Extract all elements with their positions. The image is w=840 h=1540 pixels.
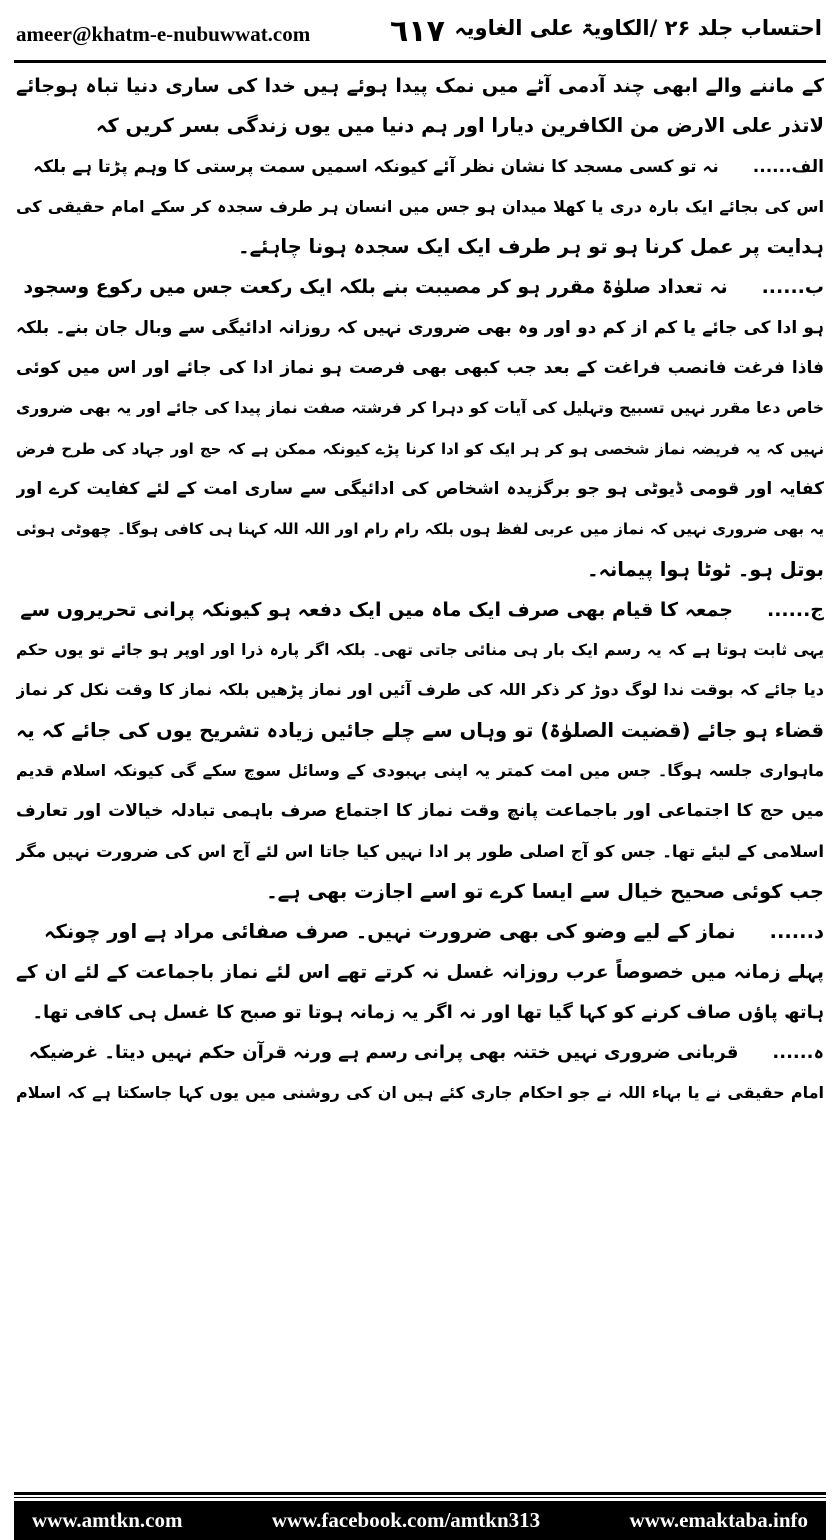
text-line [16,348,824,388]
item-label: ہ...... [772,1042,824,1064]
list-item-line [16,1033,824,1073]
line-text: اسلامی کے لیئے تھا۔ جس کو آج اصلی طور پر ادا نہیں کیا جاتا اس لئے آج اس کی ضرورت نہیں مگر [16,841,824,861]
item-label: ب...... [761,276,824,299]
text-line [16,630,824,670]
line-text: کے ماننے والے ابھی چند آدمی آٹے میں نمک پیدا ہوئے ہیں خدا کی ساری دنیا تباہ ہوجائے [16,75,824,97]
text-line [16,227,824,267]
line-text: بوتل ہو۔ ٹوٹا ہوا پیمانہ۔ [587,557,824,581]
item-label: الف...... [752,156,824,177]
text-line [16,1073,824,1113]
text-line [16,388,824,428]
line-text: جمعہ کا قیام بھی صرف ایک ماہ میں ایک دفعہ ہو کیونکہ پرانی تحریروں سے [20,598,733,621]
page-body [16,66,824,1468]
text-line [16,187,824,227]
page-header [0,0,840,60]
text-line [16,106,824,146]
text-line [16,509,824,549]
line-text: ہدایت پر عمل کرنا ہو تو ہر طرف ایک ایک سجدہ ہونا چاہئے۔ [238,235,824,259]
line-text: نماز کے لیے وضو کی بھی ضرورت نہیں۔ صرف صفائی مراد ہے اور چونکہ [44,920,736,944]
text-line [16,791,824,831]
line-text: ہو ادا کی جائے یا کم از کم دو اور وہ بھی ضروری نہیں کہ روزانہ ادائیگی سے وبال جان بنے۔ بلکہ [16,317,824,338]
line-text: میں حج کا اجتماعی اور باجماعت پانچ وقت نماز کا اجتماع صرف باہمی تبادلہ خیالات اور تعارف [16,801,824,822]
line-text: ماہواری جلسہ ہوگا۔ جس میں امت کمتر یہ اپنی بہبودی کے وسائل سوچ سکے گی کیونکہ اسلام قدیم [16,761,824,781]
text-line [16,832,824,872]
footer-link-facebook[interactable]: www.facebook.com/amtkn313 [271,1508,541,1532]
line-text: دیا جائے کہ بوقت ندا لوگ دوڑ کر ذکر اللہ کی طرف آئیں اور نماز پڑھیں بلکہ نماز کا وقت نکل کر نماز [16,680,824,700]
line-text: کفایہ اور قومی ڈیوٹی ہو جو برگزیدہ اشخاص کی ادائیگی سے ساری امت کے لئے کفایت کرے اور [16,478,824,499]
footer-divider [14,1492,826,1495]
text-line [16,66,824,106]
text-line [16,429,824,469]
text-line [16,670,824,710]
page-number: ٦١٧ [390,14,445,49]
text-line [16,751,824,791]
line-text: نہ تعداد صلوٰۃ مقرر ہو کر مصیبت بنے بلکہ ایک رکعت جس میں رکوع وسجود [23,276,728,299]
line-text: نہیں کہ یہ فریضہ نماز شخصی ہو کر ہر ایک کو ادا کرنا پڑے کیونکہ ممکن ہے کہ حج اور جہاد کی طرح فرض [16,439,824,458]
footer-link-website[interactable]: www.amtkn.com [32,1508,183,1532]
text-line [16,872,824,912]
line-text: جب کوئی صحیح خیال سے ایسا کرے تو اسے اجازت بھی ہے۔ [266,879,824,903]
text-line [16,711,824,751]
text-line [16,953,824,993]
line-text: اس کی بجائے ایک بارہ دری یا کھلا میدان ہو جس میں انسان ہر طرف سجدہ کر سکے امام حقیقی کی [16,196,824,216]
text-line [16,469,824,509]
header-email: ameer@khatm-e-nubuwwat.com [16,22,311,46]
line-text: لاتذر علی الارض من الکافرین دیارا اور ہم دنیا میں یوں زندگی بسر کریں کہ [95,114,824,138]
footer-bar [14,1501,826,1540]
line-text: امام حقیقی نے یا بہاء اللہ نے جو احکام جاری کئے ہیں ان کی روشنی میں یوں کہا جاسکتا ہے کہ اسلام [16,1083,824,1103]
line-text: خاص دعا مقرر نہیں تسبیح وتہلیل کی آیات کو دہرا کر فرشتہ صفت نماز پیدا کی جائے اور یہ بھی ضروری [16,399,824,418]
item-label: ج...... [767,598,824,621]
text-line [16,308,824,348]
line-text: یہی ثابت ہوتا ہے کہ یہ رسم ایک بار ہی منائی جاتی تھی۔ بلکہ اگر پارہ ذرا اور اوپر ہو جائے تو یوں حکم [16,641,824,660]
list-item-line [16,267,824,307]
line-text: یہ بھی ضروری نہیں کہ نماز میں عربی لفظ ہوں بلکہ رام رام اور اللہ اللہ کہنا ہی کافی ہوگا۔ چھوٹی ہوئی [16,520,824,539]
text-line [16,550,824,590]
line-text: نہ تو کسی مسجد کا نشان نظر آئے کیونکہ اسمیں سمت پرستی کا وہم پڑتا ہے بلکہ [33,156,719,177]
header-divider [14,60,826,63]
list-item-line [16,912,824,952]
line-text: فاذا فرغت فانصب فراغت کے بعد جب کبھی بھی فرصت ہو نماز ادا کی جائے اور اس میں کوئی [16,358,824,379]
line-text: قضاء ہو جائے (قضیت الصلوٰۃ) تو وہاں سے چلے جائیں زیادہ تشریح یوں کی جائے کہ یہ [16,718,824,742]
footer-link-emaktaba[interactable]: www.emaktaba.info [629,1508,808,1532]
item-label: د...... [769,920,824,944]
list-item-line [16,147,824,187]
footer-divider-thin [14,1497,826,1498]
line-text: ہاتھ پاؤں صاف کرنے کو کہا گیا تھا اور نہ اگر یہ زمانہ ہوتا تو صبح کا غسل ہی کافی تھا۔ [32,1001,824,1023]
text-line [16,993,824,1033]
list-item-line [16,590,824,630]
book-title: احتساب جلد ۲۶ /الکاویۃ علی الغاویہ [454,16,822,40]
line-text: پہلے زمانہ میں خصوصاً عرب روزانہ غسل نہ کرتے تھے اس لئے نماز باجماعت کے لئے ان کے [16,961,824,983]
line-text: قربانی ضروری نہیں ختنہ بھی پرانی رسم ہے ورنہ قرآن حکم نہیں دیتا۔ غرضیکہ [28,1042,739,1064]
